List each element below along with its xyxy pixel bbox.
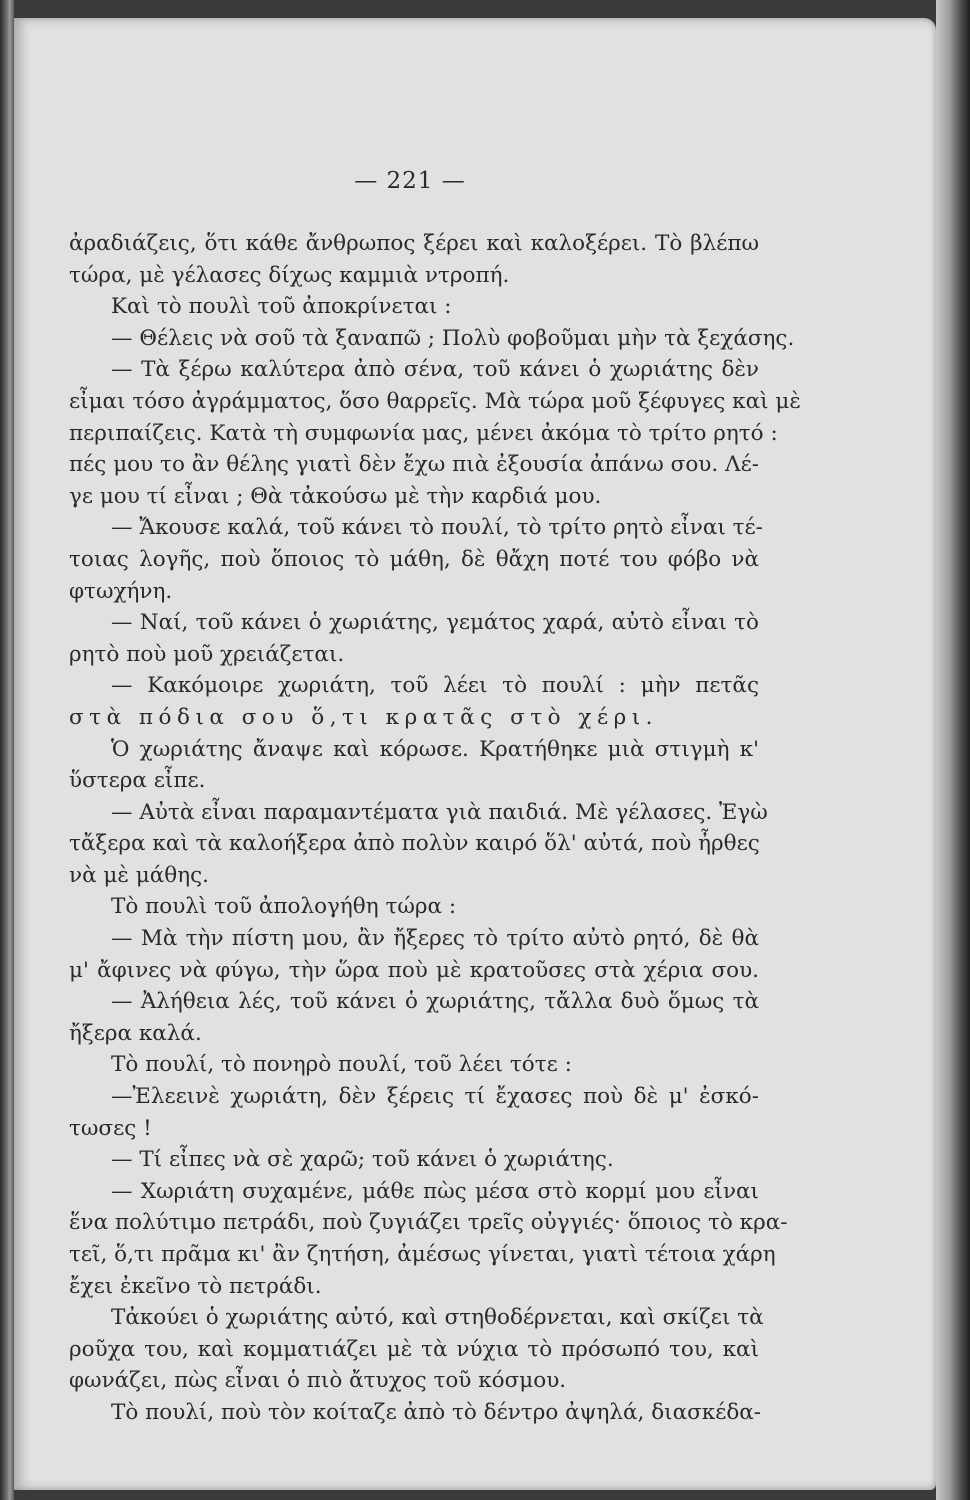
text-line: —Ἐλεεινὲ χωριάτη, δὲν ξέρεις τί ἔχασες ποὺ δὲ μ' ἐσκό- [111, 1084, 759, 1110]
text-line: — Χωριάτη συχαμένε, μάθε πὼς μέσα στὸ κορμί μου εἶναι [111, 1178, 759, 1204]
text-line: ἔχει ἐκεῖνο τὸ πετράδι. [69, 1273, 322, 1299]
text-line: τώρα, μὲ γέλασες δίχως καμμιὰ ντροπή. [69, 262, 510, 288]
text-line: ρητὸ ποὺ μοῦ χρειάζεται. [69, 641, 345, 667]
page-number: — 221 — [354, 168, 466, 194]
text-line: — Μὰ τὴν πίστη μου, ἂν ἤξερες τὸ τρίτο αὐτὸ ρητό, δὲ θὰ [111, 926, 759, 952]
text-line: μ' ἄφινες νὰ φύγω, τὴν ὥρα ποὺ μὲ κρατοῦσες στὰ χέρια σου. [69, 957, 759, 983]
text-line: πές μου το ἂν θέλης γιατὶ δὲν ἔχω πιὰ ἐξουσία ἀπάνω σου. Λέ- [69, 452, 759, 478]
text-line: τωσες ! [69, 1115, 152, 1141]
text-line: τεῖ, ὅ,τι πρᾶμα κι' ἂν ζητήση, ἀμέσως γίνεται, γιατὶ τέτοια χάρη [69, 1242, 776, 1267]
text-line: Τὸ πουλί, ποὺ τὸν κοίταζε ἀπὸ τὸ δέντρο ἀψηλά, διασκέδα- [111, 1399, 762, 1425]
text-line: εἶμαι τόσο ἀγράμματος, ὅσο θαρρεῖς. Μὰ τώρα μοῦ ξέφυγες καὶ μὲ [69, 388, 801, 414]
text-line: ἤξερα καλά. [69, 1020, 202, 1046]
text-line: Ὁ χωριάτης ἄναψε καὶ κόρωσε. Κρατήθηκε μιὰ στιγμὴ κ' [111, 736, 759, 762]
text-line: γε μου τί εἶναι ; Θὰ τἀκούσω μὲ τὴν καρδιά μου. [69, 483, 602, 509]
text-line: τἄξερα καὶ τὰ καλοήξερα ἀπὸ πολὺν καιρό ὅλ' αὐτά, ποὺ ἦρθες [69, 831, 760, 857]
text-line: ἕνα πολύτιμο πετράδι, ποὺ ζυγιάζει τρεῖς οὐγγιές· ὅποιος τὸ κρα- [69, 1210, 788, 1236]
text-line: Τἀκούει ὁ χωριάτης αὐτό, καὶ στηθοδέρνεται, καὶ σκίζει τὰ [111, 1305, 764, 1331]
text-line: ἀραδιάζεις, ὅτι κάθε ἄνθρωπος ξέρει καὶ καλοξέρει. Τὸ βλέπω [69, 231, 759, 256]
text-line: — Τί εἶπες νὰ σὲ χαρῶ; τοῦ κάνει ὁ χωριάτης. [111, 1147, 614, 1173]
text-line: — Αὐτὰ εἶναι παραμαντέματα γιὰ παιδιά. Μὲ γέλασες. Ἐγὼ [111, 799, 768, 825]
text-line: τοιας λογῆς, ποὺ ὅποιος τὸ μάθη, δὲ θἄχη ποτέ του φόβο νὰ [69, 546, 759, 572]
page-text [69, 228, 801, 1429]
text-line: — Τὰ ξέρω καλύτερα ἀπὸ σένα, τοῦ κάνει ὁ χωριάτης δὲν [111, 357, 759, 383]
text-line: — Ἄκουσε καλά, τοῦ κάνει τὸ πουλί, τὸ τρίτο ρητὸ εἶναι τέ- [111, 515, 763, 541]
text-line: — Θέλεις νὰ σοῦ τὰ ξαναπῶ ; Πολὺ φοβοῦμαι μὴν τὰ ξεχάσης. [111, 325, 795, 351]
text-line: — Ναί, τοῦ κάνει ὁ χωριάτης, γεμάτος χαρά, αὐτὸ εἶναι τὸ [111, 610, 759, 636]
text-line: Τὸ πουλὶ τοῦ ἀπολογήθη τώρα : [111, 894, 457, 920]
text-line: — Ἀλήθεια λές, τοῦ κάνει ὁ χωριάτης, τἄλλα δυὸ ὅμως τὰ [111, 989, 759, 1015]
text-line: Τὸ πουλί, τὸ πονηρὸ πουλί, τοῦ λέει τότε : [111, 1052, 572, 1078]
text-line: φτωχήνη. [69, 578, 173, 604]
text-line: Καὶ τὸ πουλὶ τοῦ ἀποκρίνεται : [111, 294, 452, 320]
text-line: νὰ μὲ μάθης. [69, 862, 209, 888]
book-binding-edge [0, 0, 14, 1500]
text-line: φωνάζει, πὼς εἶναι ὁ πιὸ ἄτυχος τοῦ κόσμου. [69, 1368, 567, 1394]
text-line: στὰ πόδια σου ὅ,τι κρατᾶς στὸ χέρι. [69, 704, 658, 730]
book-page [14, 18, 936, 1490]
text-line: ροῦχα του, καὶ κομματιάζει μὲ τὰ νύχια τὸ πρόσωπό του, καὶ [69, 1336, 759, 1362]
page-right-edge [936, 0, 970, 1500]
text-line: ὕστερα εἶπε. [69, 768, 206, 794]
text-line: περιπαίζεις. Κατὰ τὴ συμφωνία μας, μένει ἀκόμα τὸ τρίτο ρητό : [69, 420, 778, 446]
text-line: — Κακόμοιρε χωριάτη, τοῦ λέει τὸ πουλί : μὴν πετᾶς [111, 673, 759, 699]
